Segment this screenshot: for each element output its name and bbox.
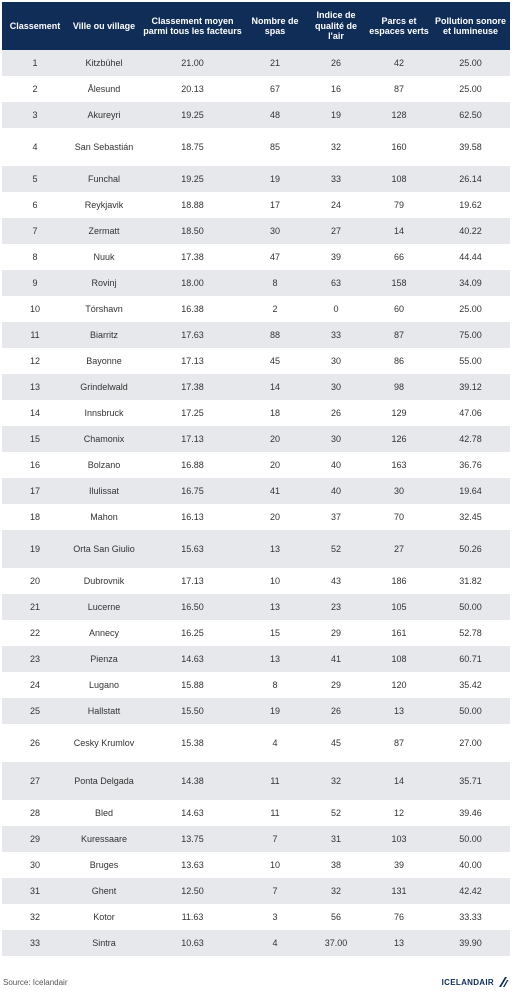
cell-parks: 60: [393, 303, 404, 314]
cell-average-rank: 14.63: [181, 807, 204, 818]
table-row: [2, 504, 510, 530]
cell-rank: 29: [29, 833, 40, 844]
cell-spas: 15: [269, 627, 280, 638]
cell-city: Zermatt: [88, 225, 120, 236]
table-row: [2, 374, 510, 400]
cell-pollution: 34.09: [459, 277, 482, 288]
cell-average-rank: 17.13: [181, 355, 204, 366]
cell-rank: 25: [29, 705, 40, 716]
cell-average-rank: 11.63: [181, 911, 204, 922]
cell-rank: 33: [29, 937, 40, 948]
cell-rank: 13: [29, 381, 40, 392]
cell-parks: 79: [393, 199, 404, 210]
table-row: [2, 826, 510, 852]
cell-pollution: 39.12: [459, 381, 482, 392]
cell-pollution: 55.00: [459, 355, 482, 366]
cell-parks: 108: [391, 653, 407, 664]
cell-city: Funchal: [87, 173, 121, 184]
cell-pollution: 44.44: [459, 251, 482, 262]
cell-rank: 27: [29, 775, 40, 786]
cell-parks: 30: [393, 485, 404, 496]
cell-air-quality: 43: [330, 575, 341, 586]
cell-city: Lucerne: [87, 601, 121, 612]
cell-rank: 1: [32, 57, 38, 68]
cell-pollution: 25.00: [459, 83, 482, 94]
brand-name: ICELANDAIR: [441, 977, 494, 987]
cell-rank: 14: [29, 407, 40, 418]
cell-parks: 14: [393, 775, 404, 786]
cell-parks: 13: [393, 937, 404, 948]
cell-city: Kitzbühel: [85, 57, 123, 68]
cell-spas: 10: [269, 575, 280, 586]
table-row: [2, 192, 510, 218]
cell-average-rank: 15.50: [181, 705, 204, 716]
table-row: [2, 568, 510, 594]
table-row: [2, 166, 510, 192]
cell-spas: 18: [269, 407, 280, 418]
cell-average-rank: 16.75: [181, 485, 204, 496]
cell-rank: 21: [29, 601, 40, 612]
cell-air-quality: 26: [330, 705, 341, 716]
cell-air-quality: 41: [330, 653, 341, 664]
cell-pollution: 39.58: [459, 141, 482, 152]
cell-pollution: 50.00: [459, 833, 482, 844]
cell-average-rank: 17.38: [181, 251, 204, 262]
cell-parks: 129: [391, 407, 407, 418]
cell-city: Biarritz: [89, 329, 118, 340]
header-air-quality: Indice de qualité de l'air: [314, 10, 357, 42]
cell-parks: 87: [393, 83, 404, 94]
cell-spas: 8: [272, 679, 278, 690]
cell-pollution: 50.26: [459, 543, 482, 554]
header-row: [2, 2, 510, 50]
cell-rank: 24: [29, 679, 40, 690]
cell-parks: 87: [393, 329, 404, 340]
table-row: [2, 878, 510, 904]
cell-spas: 19: [269, 705, 280, 716]
cell-spas: 20: [269, 511, 280, 522]
cell-average-rank: 10.63: [181, 937, 204, 948]
table-row: [2, 348, 510, 374]
cell-city: Hallstatt: [87, 705, 121, 716]
cell-average-rank: 16.88: [181, 459, 204, 470]
table-row: [2, 128, 510, 166]
cell-parks: 160: [391, 141, 407, 152]
table-row: [2, 76, 510, 102]
table-header: [2, 2, 510, 50]
cell-spas: 13: [269, 601, 280, 612]
cell-spas: 30: [269, 225, 280, 236]
cell-air-quality: 52: [330, 807, 341, 818]
table-row: [2, 852, 510, 878]
cell-parks: 163: [391, 459, 407, 470]
table-row: [2, 762, 510, 800]
source-note: Source: Icelandair: [3, 978, 68, 987]
cell-parks: 131: [391, 885, 407, 896]
cell-rank: 15: [29, 433, 40, 444]
cell-city: Grindelwald: [80, 381, 128, 392]
cell-spas: 19: [269, 173, 280, 184]
cell-pollution: 39.46: [459, 807, 482, 818]
cell-rank: 11: [30, 329, 40, 340]
table-row: [2, 452, 510, 478]
cell-parks: 103: [391, 833, 407, 844]
cell-parks: 98: [393, 381, 404, 392]
cell-city: Cesky Krumlov: [73, 737, 135, 748]
cell-pollution: 40.00: [459, 859, 482, 870]
table-row: [2, 698, 510, 724]
cell-air-quality: 30: [330, 355, 341, 366]
table-row: [2, 50, 510, 76]
cell-parks: 70: [393, 511, 404, 522]
cell-city: Chamonix: [83, 433, 125, 444]
cell-city: Reykjavik: [84, 199, 124, 210]
brand-logo: [442, 976, 509, 988]
cell-pollution: 26.14: [459, 173, 482, 184]
cell-air-quality: 45: [330, 737, 341, 748]
cell-spas: 8: [272, 277, 278, 288]
cell-parks: 108: [391, 173, 407, 184]
cell-air-quality: 30: [330, 381, 341, 392]
cell-average-rank: 17.13: [181, 433, 204, 444]
table-row: [2, 904, 510, 930]
cell-city: Tórshavn: [85, 303, 123, 314]
table-row: [2, 620, 510, 646]
cell-spas: 88: [269, 329, 280, 340]
cell-air-quality: 37: [330, 511, 341, 522]
cell-city: Ponta Delgada: [74, 775, 134, 786]
cell-average-rank: 16.25: [181, 627, 204, 638]
table-row: [2, 102, 510, 128]
cell-city: San Sebastián: [74, 141, 134, 152]
cell-city: Akureyri: [87, 109, 121, 120]
cell-parks: 128: [391, 109, 407, 120]
cell-pollution: 35.42: [459, 679, 482, 690]
cell-air-quality: 40: [330, 485, 341, 496]
cell-spas: 4: [272, 737, 278, 748]
table-row: [2, 530, 510, 568]
cell-parks: 86: [393, 355, 404, 366]
cell-parks: 14: [393, 225, 404, 236]
ranking-table: [2, 2, 510, 956]
table-body: [2, 50, 510, 956]
table-row: [2, 930, 510, 956]
cell-rank: 12: [29, 355, 40, 366]
cell-spas: 20: [269, 433, 280, 444]
cell-city: Sintra: [92, 937, 116, 948]
cell-pollution: 60.71: [459, 653, 482, 664]
cell-parks: 39: [393, 859, 404, 870]
cell-parks: 126: [391, 433, 407, 444]
cell-city: Ghent: [91, 885, 117, 896]
cell-rank: 20: [29, 575, 40, 586]
cell-average-rank: 18.00: [181, 277, 204, 288]
cell-pollution: 36.76: [459, 459, 482, 470]
cell-city: Pienza: [90, 653, 118, 664]
cell-average-rank: 14.63: [181, 653, 204, 664]
cell-parks: 66: [393, 251, 404, 262]
cell-parks: 27: [393, 543, 404, 554]
header-parks: Parcs et espaces verts: [369, 15, 429, 36]
cell-city: Nuuk: [93, 251, 115, 262]
cell-air-quality: 23: [330, 601, 341, 612]
cell-average-rank: 17.63: [181, 329, 204, 340]
cell-city: Mahon: [90, 511, 118, 522]
cell-parks: 120: [391, 679, 407, 690]
table-row: [2, 594, 510, 620]
table-row: [2, 244, 510, 270]
table-row: [2, 218, 510, 244]
cell-pollution: 27.00: [459, 737, 482, 748]
cell-parks: 42: [393, 57, 404, 68]
cell-spas: 10: [269, 859, 280, 870]
cell-city: Ilulissat: [88, 485, 119, 496]
cell-parks: 105: [391, 601, 407, 612]
header-pollution: Pollution sonore et lumineuse: [435, 15, 506, 36]
cell-average-rank: 15.63: [181, 543, 204, 554]
cell-parks: 158: [391, 277, 407, 288]
cell-rank: 28: [29, 807, 40, 818]
cell-rank: 9: [32, 277, 38, 288]
cell-air-quality: 0: [333, 303, 339, 314]
cell-average-rank: 15.38: [181, 737, 204, 748]
cell-rank: 17: [29, 485, 40, 496]
table-row: [2, 322, 510, 348]
cell-average-rank: 18.50: [181, 225, 204, 236]
cell-parks: 161: [391, 627, 407, 638]
cell-spas: 2: [272, 303, 278, 314]
cell-air-quality: 30: [330, 433, 341, 444]
cell-rank: 22: [29, 627, 40, 638]
cell-spas: 20: [269, 459, 280, 470]
cell-city: Kuressaare: [80, 833, 128, 844]
cell-rank: 6: [32, 199, 38, 210]
cell-average-rank: 12.50: [181, 885, 204, 896]
cell-air-quality: 31: [330, 833, 341, 844]
cell-spas: 11: [270, 775, 280, 786]
cell-city: Ålesund: [87, 83, 121, 94]
cell-rank: 31: [29, 885, 40, 896]
cell-rank: 8: [32, 251, 38, 262]
cell-air-quality: 19: [330, 109, 341, 120]
table-row: [2, 800, 510, 826]
cell-city: Bayonne: [86, 355, 122, 366]
cell-rank: 32: [29, 911, 40, 922]
ranking-table-frame: [2, 2, 510, 965]
cell-spas: 13: [269, 653, 280, 664]
cell-air-quality: 29: [330, 679, 341, 690]
cell-spas: 14: [269, 381, 280, 392]
cell-average-rank: 18.75: [181, 141, 204, 152]
cell-spas: 4: [272, 937, 278, 948]
cell-spas: 17: [269, 199, 280, 210]
cell-rank: 4: [32, 141, 38, 152]
cell-rank: 16: [29, 459, 40, 470]
cell-city: Annecy: [88, 627, 120, 638]
cell-average-rank: 17.13: [181, 575, 204, 586]
cell-rank: 19: [29, 543, 40, 554]
cell-rank: 7: [32, 225, 38, 236]
cell-pollution: 75.00: [459, 329, 482, 340]
cell-spas: 21: [269, 57, 280, 68]
cell-air-quality: 33: [330, 329, 341, 340]
cell-city: Bruges: [89, 859, 119, 870]
cell-air-quality: 37.00: [324, 937, 348, 948]
cell-average-rank: 16.13: [181, 511, 204, 522]
cell-city: Dubrovnik: [83, 575, 125, 586]
cell-pollution: 39.90: [459, 937, 482, 948]
header-average-rank: Classement moyen parmi tous les facteurs: [143, 15, 242, 36]
cell-city: Kotor: [93, 911, 115, 922]
cell-pollution: 25.00: [459, 303, 482, 314]
cell-air-quality: 32: [330, 885, 341, 896]
cell-average-rank: 17.38: [181, 381, 204, 392]
cell-average-rank: 13.75: [181, 833, 204, 844]
cell-air-quality: 32: [330, 775, 341, 786]
cell-parks: 76: [393, 911, 404, 922]
cell-spas: 7: [272, 833, 278, 844]
cell-pollution: 40.22: [459, 225, 482, 236]
cell-city: Innsbruck: [84, 407, 124, 418]
table-row: [2, 478, 510, 504]
cell-average-rank: 16.38: [181, 303, 204, 314]
cell-rank: 26: [29, 737, 40, 748]
cell-pollution: 52.78: [459, 627, 482, 638]
cell-average-rank: 19.25: [181, 109, 204, 120]
cell-spas: 41: [269, 485, 280, 496]
cell-rank: 2: [32, 83, 38, 94]
cell-rank: 30: [29, 859, 40, 870]
cell-air-quality: 52: [330, 543, 341, 554]
cell-air-quality: 26: [330, 57, 341, 68]
cell-pollution: 42.42: [459, 885, 482, 896]
cell-city: Rovinj: [91, 277, 117, 288]
cell-parks: 87: [393, 737, 404, 748]
header-spas: Nombre de spas: [251, 15, 299, 36]
footer: [0, 972, 515, 1000]
cell-average-rank: 16.50: [181, 601, 204, 612]
cell-parks: 13: [393, 705, 404, 716]
table-row: [2, 400, 510, 426]
cell-spas: 13: [269, 543, 280, 554]
table-row: [2, 426, 510, 452]
cell-pollution: 33.33: [459, 911, 482, 922]
cell-average-rank: 19.25: [181, 173, 204, 184]
cell-rank: 18: [29, 511, 40, 522]
cell-pollution: 31.82: [459, 575, 482, 586]
cell-average-rank: 13.63: [181, 859, 204, 870]
cell-spas: 45: [269, 355, 280, 366]
cell-parks: 186: [391, 575, 407, 586]
cell-air-quality: 27: [330, 225, 341, 236]
cell-air-quality: 38: [330, 859, 341, 870]
cell-average-rank: 14.38: [181, 775, 204, 786]
cell-air-quality: 32: [330, 141, 341, 152]
cell-spas: 7: [272, 885, 278, 896]
cell-average-rank: 17.25: [181, 407, 204, 418]
cell-average-rank: 18.88: [181, 199, 204, 210]
cell-pollution: 50.00: [459, 705, 482, 716]
cell-rank: 10: [29, 303, 40, 314]
cell-city: Orta San Giulio: [73, 543, 135, 554]
cell-average-rank: 21.00: [181, 57, 204, 68]
cell-air-quality: 39: [330, 251, 341, 262]
cell-air-quality: 63: [330, 277, 341, 288]
cell-air-quality: 40: [330, 459, 341, 470]
cell-pollution: 47.06: [459, 407, 482, 418]
cell-spas: 67: [269, 83, 280, 94]
cell-average-rank: 15.88: [181, 679, 204, 690]
cell-parks: 12: [393, 807, 404, 818]
cell-spas: 85: [269, 141, 280, 152]
cell-rank: 5: [32, 173, 38, 184]
icelandair-logo-icon: [497, 976, 509, 988]
cell-air-quality: 29: [330, 627, 341, 638]
cell-pollution: 19.62: [459, 199, 482, 210]
cell-air-quality: 56: [330, 911, 341, 922]
cell-spas: 48: [269, 109, 280, 120]
cell-rank: 23: [29, 653, 40, 664]
header-rank: Classement: [9, 20, 61, 31]
cell-air-quality: 16: [330, 83, 341, 94]
cell-pollution: 50.00: [459, 601, 482, 612]
header-city: Ville ou village: [72, 20, 136, 31]
cell-city: Bolzano: [87, 459, 121, 470]
table-row: [2, 296, 510, 322]
cell-pollution: 32.45: [459, 511, 482, 522]
table-row: [2, 724, 510, 762]
cell-spas: 11: [270, 807, 280, 818]
table-row: [2, 270, 510, 296]
cell-city: Bled: [94, 807, 113, 818]
cell-pollution: 35.71: [459, 775, 482, 786]
cell-pollution: 62.50: [459, 109, 482, 120]
table-row: [2, 672, 510, 698]
cell-average-rank: 20.13: [181, 83, 204, 94]
table-row: [2, 646, 510, 672]
cell-air-quality: 33: [330, 173, 341, 184]
cell-air-quality: 26: [330, 407, 341, 418]
cell-air-quality: 24: [330, 199, 341, 210]
cell-pollution: 25.00: [459, 57, 482, 68]
cell-spas: 47: [269, 251, 280, 262]
cell-spas: 3: [272, 911, 278, 922]
cell-rank: 3: [32, 109, 38, 120]
cell-pollution: 42.78: [459, 433, 482, 444]
cell-pollution: 19.64: [459, 485, 482, 496]
cell-city: Lugano: [88, 679, 120, 690]
